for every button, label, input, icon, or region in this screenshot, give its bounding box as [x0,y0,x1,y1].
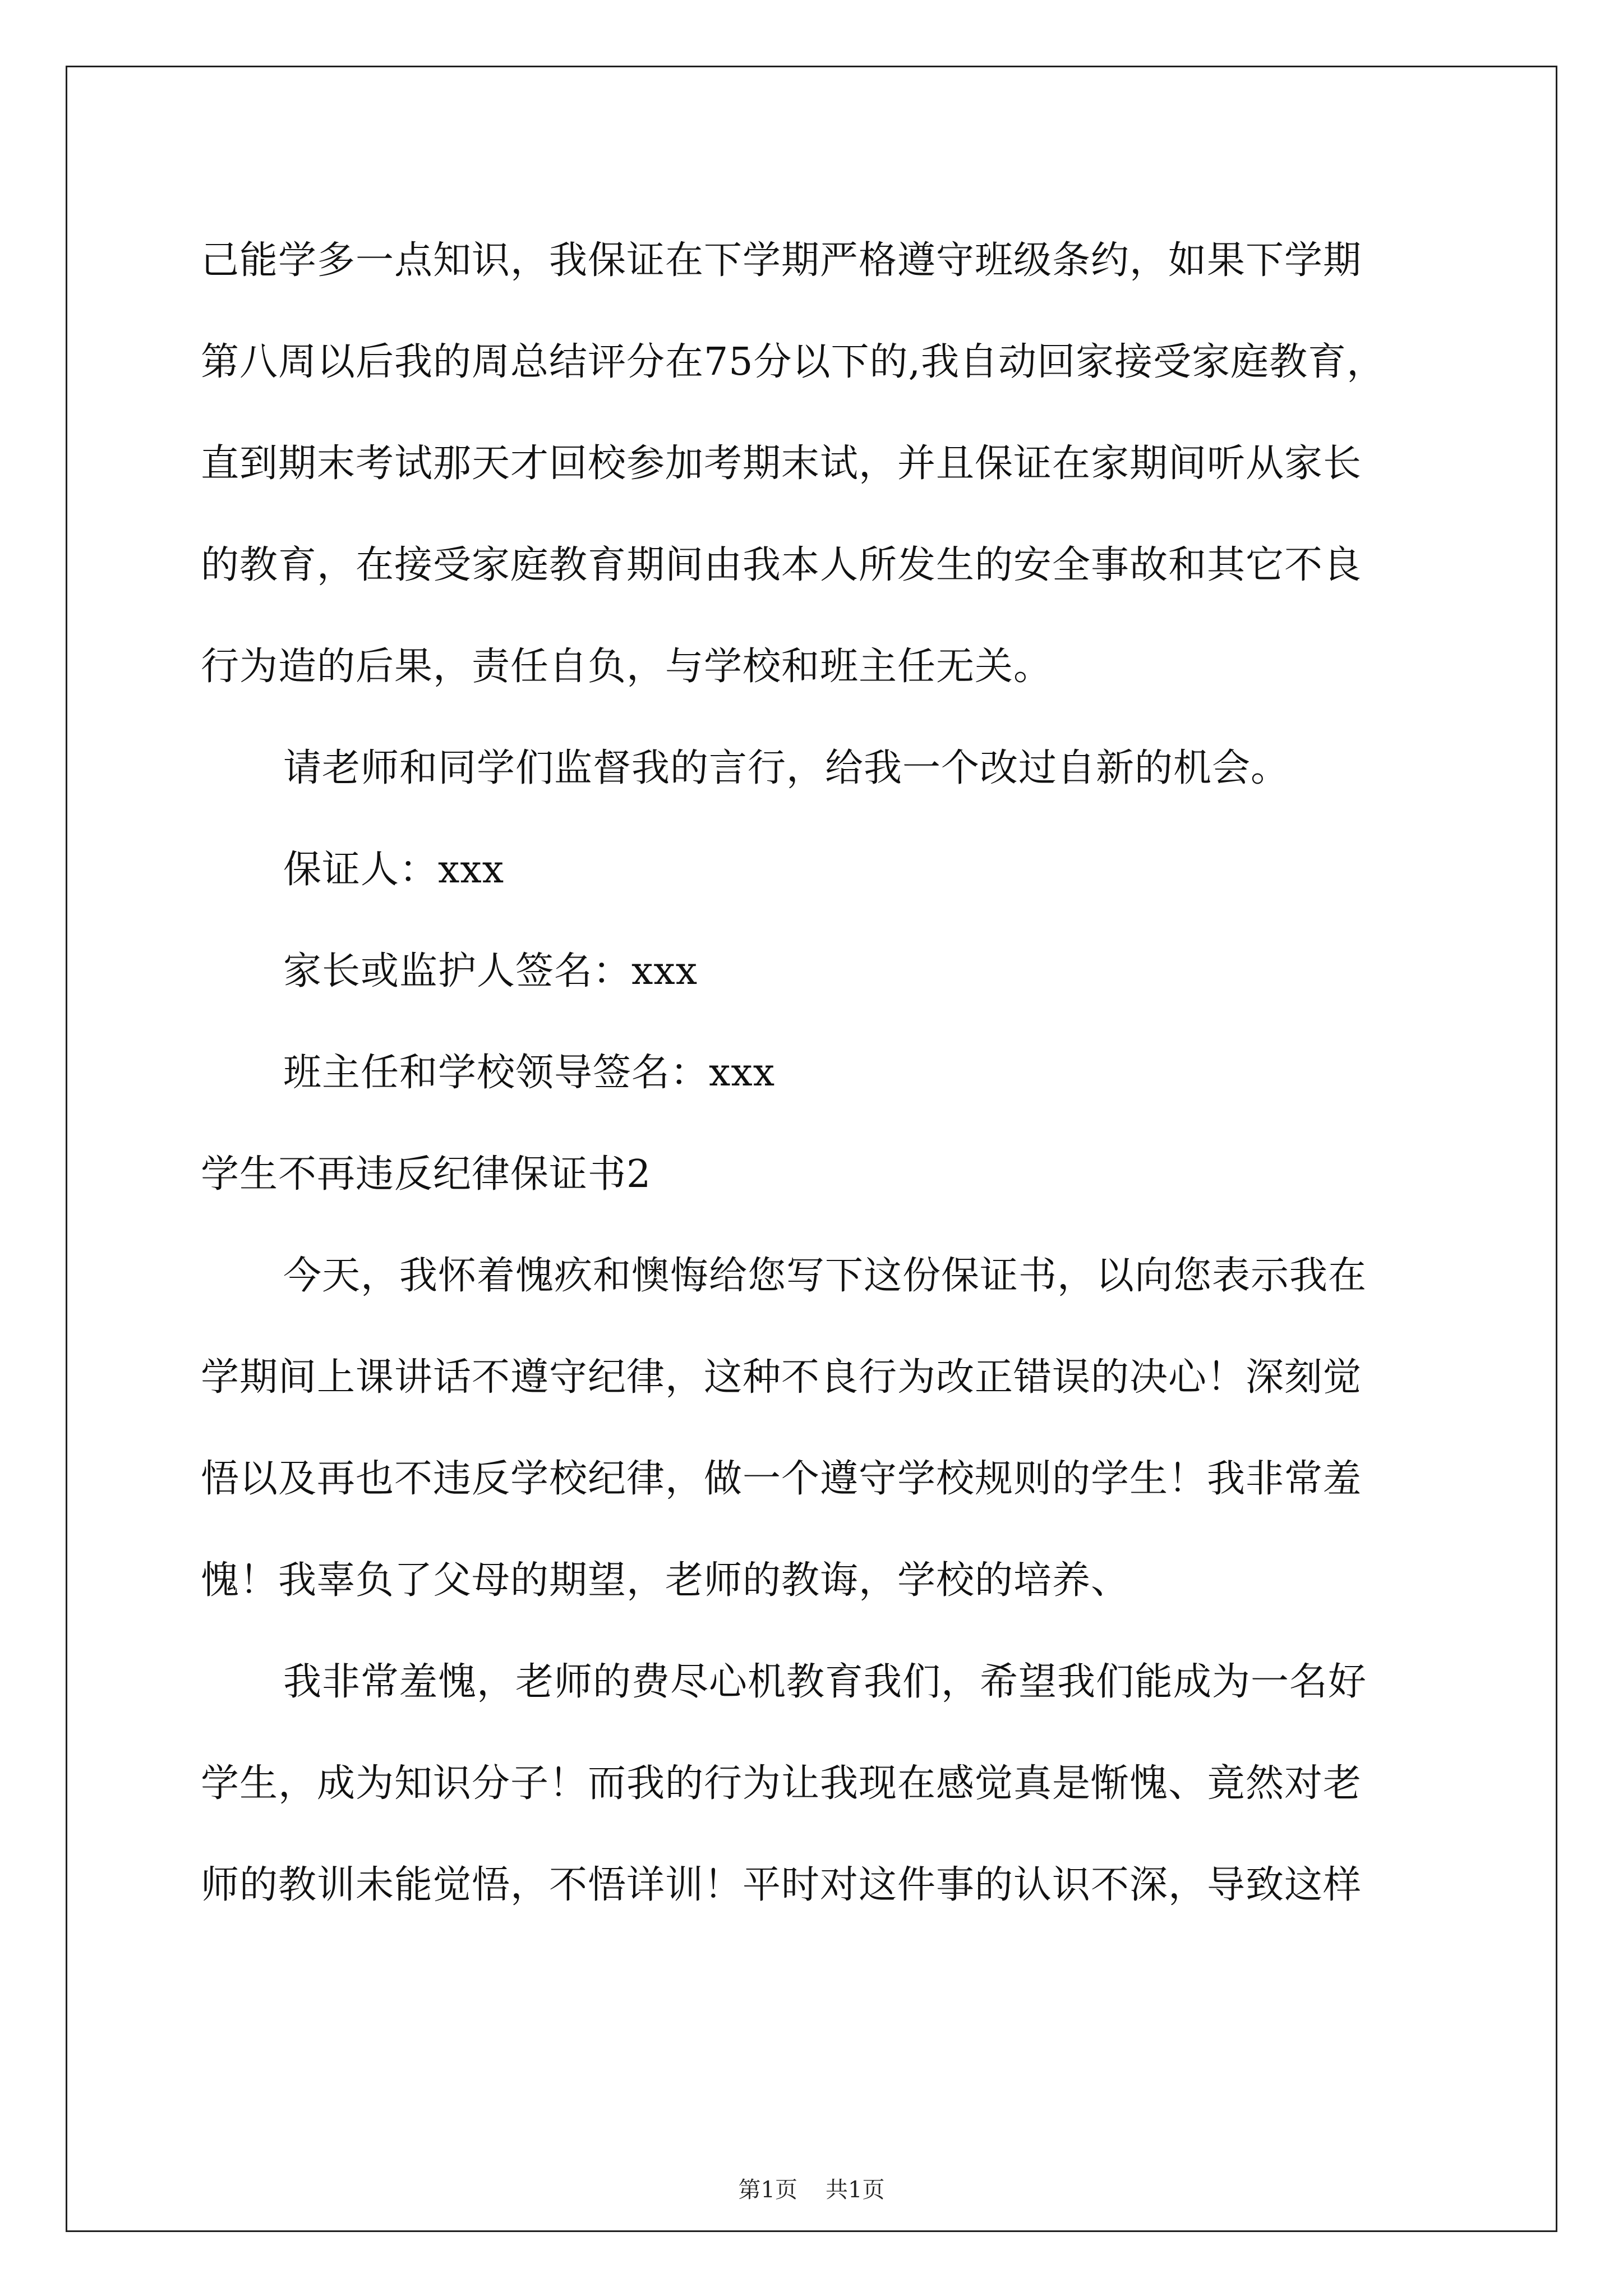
guarantor-line: 保证人：xxx [283,848,505,892]
text-line: 师的教训未能觉悟，不悟详训！平时对这件事的认识不深，导致这样 [201,1863,1362,1907]
text-line: 今天，我怀着愧疚和懊悔给您写下这份保证书，以向您表示我在 [283,1254,1367,1298]
page-number: 第1页 [738,2177,797,2203]
parent-signature-line: 家长或监护人签名：xxx [283,949,698,993]
text-line: 学期间上课讲话不遵守纪律，这种不良行为改正错误的决心！深刻觉 [201,1355,1362,1400]
text-line: 我非常羞愧，老师的费尽心机教育我们，希望我们能成为一名好 [283,1660,1367,1704]
text-line: 悟以及再也不违反学校纪律，做一个遵守学校规则的学生！我非常羞 [201,1457,1362,1501]
total-pages: 共1页 [826,2177,885,2203]
text-line: 的教育，在接受家庭教育期间由我本人所发生的安全事故和其它不良 [201,543,1362,587]
text-line: 愧！我辜负了父母的期望，老师的教诲，学校的培养、 [201,1558,1130,1603]
text-line: 直到期末考试那天才回校参加考期末试，并且保证在家期间听从家长 [201,441,1362,486]
teacher-signature-line: 班主任和学校领导签名：xxx [283,1051,776,1095]
text-line: 己能学多一点知识，我保证在下学期严格遵守班级条约，如果下学期 [201,238,1362,283]
document-body [67,67,1556,2230]
text-line: 第八周以后我的周总结评分在75分以下的,我自动回家接受家庭教育， [201,340,1386,384]
page-frame [66,66,1557,2232]
text-line: 行为造的后果，责任自负，与学校和班主任无关。 [201,645,1053,689]
page-footer [67,2177,1556,2203]
text-line: 请老师和同学们监督我的言行，给我一个改过自新的机会。 [283,746,1290,790]
section-title: 学生不再违反纪律保证书2 [201,1152,652,1197]
text-line: 学生，成为知识分子！而我的行为让我现在感觉真是惭愧、竟然对老 [201,1761,1362,1806]
